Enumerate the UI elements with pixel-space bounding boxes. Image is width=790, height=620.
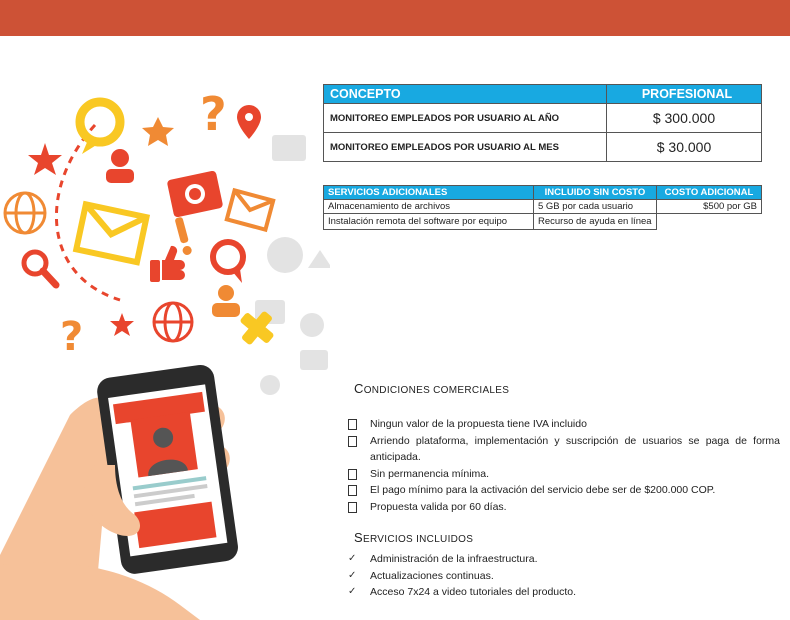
envelope-icon (76, 204, 146, 262)
list-item (348, 551, 780, 568)
cost-cell: $500 por GB (657, 200, 762, 214)
user-icon-orange (212, 285, 240, 317)
camera-icon (167, 170, 224, 218)
speech-bubble-red-icon (213, 242, 243, 283)
user-icon-top (106, 149, 134, 183)
search-icon (24, 252, 56, 285)
service-cell: Almacenamiento de archivos (324, 200, 534, 214)
list-item (348, 584, 780, 601)
check-icon: ✓ (348, 553, 357, 564)
speech-bubble-icon (80, 102, 120, 154)
location-pin-icon (237, 105, 261, 139)
concept-cell: MONITOREO EMPLEADOS POR USUARIO AL MES (324, 133, 607, 162)
faded-icons (255, 135, 330, 395)
svg-text:?: ? (200, 87, 227, 141)
condition-text: El pago mínimo para la activación del servicio debe ser de $200.000 COP. (370, 484, 716, 496)
cost-cell (657, 214, 762, 230)
included-text: Acceso 7x24 a video tutoriales del producto. (370, 586, 577, 598)
price-table-header (324, 85, 762, 104)
table-row (324, 214, 762, 230)
top-banner (0, 0, 790, 36)
included-list (348, 551, 780, 601)
included-title-rest: ERVICIOS INCLUIDOS (362, 534, 474, 545)
condition-text: Propuesta valida por 60 días. (370, 500, 507, 513)
svg-text:?: ? (60, 314, 84, 360)
social-media-illustration (0, 85, 330, 620)
list-item (348, 482, 780, 499)
service-cell: Instalación remota del software por equipo (324, 214, 534, 230)
table-row (324, 133, 762, 162)
included-text: Administración de la infraestructura. (370, 553, 538, 565)
globe-icon (5, 193, 45, 233)
included-text: Actualizaciones continuas. (370, 569, 494, 582)
star-icon (142, 117, 174, 146)
bullet-box-icon (348, 499, 362, 520)
price-cell: $ 30.000 (607, 133, 762, 162)
conditions-title (354, 381, 509, 396)
check-icon: ✓ (348, 586, 357, 597)
conditions-title-rest: ONDICIONES COMERCIALES (363, 385, 510, 396)
included-title-initial: S (354, 530, 363, 545)
list-item (348, 416, 780, 433)
bullet-box-icon (348, 433, 362, 454)
header-profesional: PROFESIONAL (607, 85, 762, 104)
condition-text: Sin permanencia mínima. (370, 467, 490, 480)
included-cell: Recurso de ayuda en línea (534, 214, 657, 230)
list-item (348, 433, 780, 466)
services-table-header (324, 186, 762, 200)
conditions-title-initial: C (354, 381, 364, 396)
included-cell: 5 GB por cada usuario (534, 200, 657, 214)
globe-center-icon (154, 303, 192, 341)
header-servicios-adicionales: SERVICIOS ADICIONALES (324, 186, 534, 200)
conditions-list (348, 416, 780, 515)
thumbs-up-icon (150, 246, 185, 282)
smartphone (95, 363, 239, 575)
condition-text: Ningun valor de la propuesta tiene IVA incluido (370, 418, 587, 430)
price-table (323, 84, 762, 162)
star-small-icon (110, 313, 134, 336)
header-concepto: CONCEPTO (324, 85, 607, 104)
services-table (323, 185, 762, 230)
list-item (348, 499, 780, 516)
header-costo-adicional: COSTO ADICIONAL (657, 186, 762, 200)
concept-cell: MONITOREO EMPLEADOS POR USUARIO AL AÑO (324, 104, 607, 133)
price-cell: $ 300.000 (607, 104, 762, 133)
check-icon: ✓ (348, 569, 357, 581)
condition-text: Arriendo plataforma, implementación y suscripción de usuarios se paga de forma anticipada. (370, 434, 780, 463)
table-row (324, 200, 762, 214)
included-title (354, 530, 473, 545)
star-red-icon (28, 143, 62, 175)
list-item (348, 466, 780, 483)
header-incluido-sin-costo: INCLUIDO SIN COSTO (534, 186, 657, 200)
envelope-orange-icon (227, 190, 273, 229)
list-item (348, 568, 780, 585)
table-row (324, 104, 762, 133)
